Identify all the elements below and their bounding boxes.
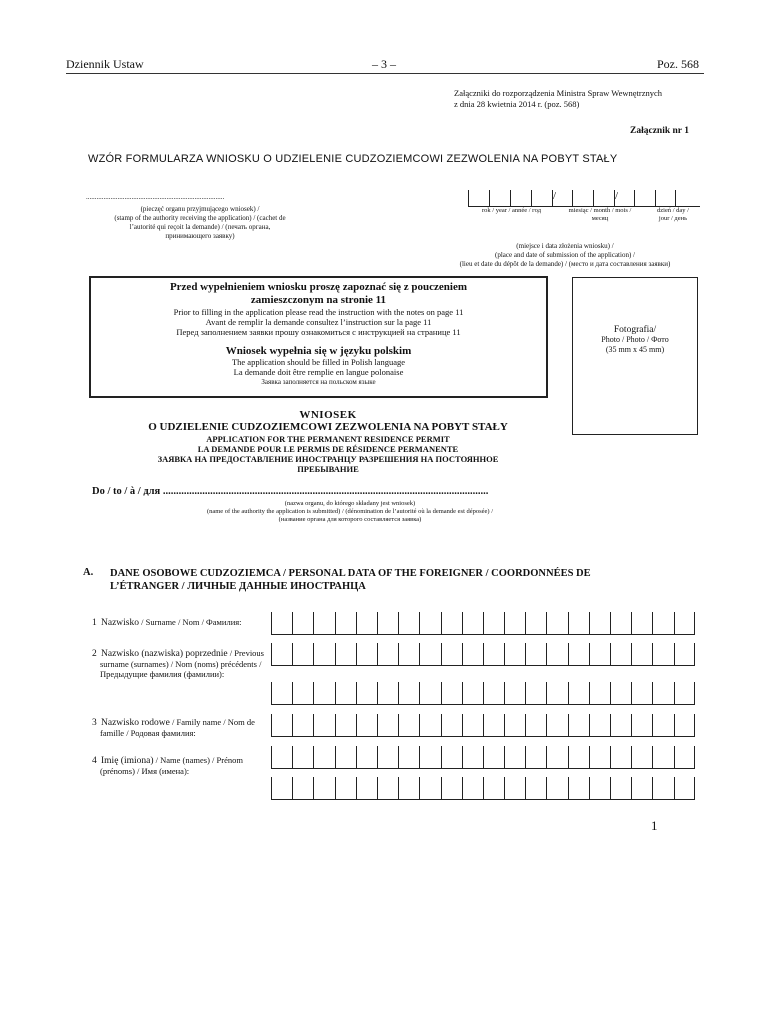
- field-2-pl: Nazwisko (nazwiska) poprzednie: [101, 649, 228, 659]
- character-cell[interactable]: [652, 682, 673, 704]
- year-digit-4[interactable]: [531, 190, 552, 206]
- character-cell[interactable]: [441, 714, 462, 736]
- character-cell[interactable]: [313, 746, 334, 768]
- character-cell[interactable]: [377, 612, 398, 634]
- character-cell[interactable]: [568, 612, 589, 634]
- character-cell[interactable]: [441, 746, 462, 768]
- addressee-line[interactable]: [92, 486, 488, 497]
- character-cell[interactable]: [313, 682, 334, 704]
- surname-input-row[interactable]: [271, 612, 695, 635]
- character-cell[interactable]: [483, 777, 504, 799]
- application-title-1: WNIOSEK: [299, 409, 357, 421]
- character-cell[interactable]: [674, 714, 695, 736]
- language-notice-en: The application should be filled in Polish language: [231, 357, 406, 367]
- character-cell[interactable]: [610, 714, 631, 736]
- character-cell[interactable]: [462, 682, 483, 704]
- character-cell[interactable]: [610, 777, 631, 799]
- character-cell[interactable]: [546, 777, 567, 799]
- character-cell[interactable]: [652, 746, 673, 768]
- character-cell[interactable]: [568, 746, 589, 768]
- photo-dimensions: (35 mm x 45 mm): [605, 345, 665, 354]
- stamp-label-4: принимающего заявку): [165, 232, 235, 240]
- character-cell[interactable]: [462, 777, 483, 799]
- character-cell[interactable]: [271, 746, 292, 768]
- field-2-rest-1: / Previous: [227, 648, 264, 658]
- field-4-rest-1: / Name (names) / Prénom: [153, 755, 243, 765]
- place-date-note: [420, 242, 710, 269]
- character-cell[interactable]: [504, 682, 525, 704]
- day-digit-1[interactable]: [634, 190, 655, 206]
- character-cell[interactable]: [356, 682, 377, 704]
- addressee-dots[interactable]: ............................................................................................................................: [162, 486, 489, 497]
- section-a-title-1: DANE OSOBOWE CUDZOZIEMCA / PERSONAL DATA OF THE FOREIGNER / COORDONNÉES DE: [110, 568, 591, 579]
- character-cell[interactable]: [462, 612, 483, 634]
- field-2-rest-2: surname (surnames) / Nom (noms) précédents /: [100, 659, 262, 669]
- character-cell[interactable]: [313, 777, 334, 799]
- character-cell[interactable]: [504, 777, 525, 799]
- annex-note-line2: z dnia 28 kwietnia 2014 r. (poz. 568): [454, 99, 580, 109]
- annex-number: Załącznik nr 1: [630, 126, 689, 136]
- language-notice-translations: [91, 357, 546, 387]
- stamp-area: [86, 193, 314, 241]
- header-divider: [66, 73, 704, 74]
- family-name-input-row[interactable]: [271, 714, 695, 737]
- character-cell[interactable]: [292, 777, 313, 799]
- date-separator-1: [552, 190, 572, 206]
- character-cell[interactable]: [504, 612, 525, 634]
- notice-en: Prior to filling in the application please read the instruction with the notes on page 11: [173, 307, 464, 317]
- field-1-pl: Nazwisko: [101, 618, 139, 628]
- character-cell[interactable]: [356, 643, 377, 665]
- field-previous-surname-label: [92, 648, 270, 679]
- character-cell[interactable]: [568, 643, 589, 665]
- journal-name: Dziennik Ustaw: [66, 57, 144, 71]
- character-cell[interactable]: [546, 682, 567, 704]
- character-cell[interactable]: [356, 612, 377, 634]
- character-cell[interactable]: [271, 612, 292, 634]
- character-cell[interactable]: [525, 643, 546, 665]
- day-label-1: dzień / day /: [657, 207, 689, 214]
- application-title: [118, 409, 538, 474]
- character-cell[interactable]: [271, 643, 292, 665]
- character-cell[interactable]: [377, 714, 398, 736]
- section-a-title-2: L’ÉTRANGER / ЛИЧНЫЕ ДАННЫЕ ИНОСТРАНЦА: [110, 581, 366, 592]
- character-cell[interactable]: [292, 612, 313, 634]
- character-cell[interactable]: [398, 714, 419, 736]
- previous-surname-input-row-2[interactable]: [271, 682, 695, 705]
- field-2-number: 2: [92, 649, 97, 659]
- section-a-letter: A.: [83, 567, 94, 578]
- character-cell[interactable]: [525, 612, 546, 634]
- notice-title-line1: Przed wypełnieniem wniosku proszę zapoznać się z pouczeniem: [169, 281, 468, 293]
- date-input-row[interactable]: [468, 190, 700, 207]
- character-cell[interactable]: [398, 746, 419, 768]
- year-digit-2[interactable]: [489, 190, 510, 206]
- character-cell[interactable]: [356, 714, 377, 736]
- character-cell[interactable]: [546, 643, 567, 665]
- section-a-title: [110, 567, 694, 593]
- page-number: 1: [651, 818, 658, 833]
- character-cell[interactable]: [610, 612, 631, 634]
- character-cell[interactable]: [483, 612, 504, 634]
- character-cell[interactable]: [652, 777, 673, 799]
- field-surname-label: [92, 617, 242, 628]
- character-cell[interactable]: [377, 643, 398, 665]
- character-cell[interactable]: [504, 746, 525, 768]
- place-date-line3: (lieu et date du dépôt de la demande) / (место и дата составления заявки): [459, 260, 671, 268]
- character-cell[interactable]: [631, 643, 652, 665]
- notice-title: [91, 281, 546, 307]
- form-title: WZÓR FORMULARZA WNIOSKU O UDZIELENIE CUDZOZIEMCOWI ZEZWOLENIA NA POBYT STAŁY: [88, 153, 618, 165]
- place-date-line2: (place and date of submission of the application) /: [495, 251, 635, 259]
- character-cell[interactable]: [441, 643, 462, 665]
- character-cell[interactable]: [610, 682, 631, 704]
- language-notice-fr: La demande doit être remplie en langue polonaise: [233, 367, 404, 377]
- character-cell[interactable]: [313, 643, 334, 665]
- field-3-number: 3: [92, 718, 97, 728]
- character-cell[interactable]: [419, 682, 440, 704]
- character-cell[interactable]: [292, 682, 313, 704]
- notice-ru: Перед заполнением заявки прошу ознакомиться с инструкцией на странице 11: [176, 327, 461, 337]
- page-indicator: – 3 –: [372, 57, 396, 71]
- character-cell[interactable]: [652, 714, 673, 736]
- day-label-2: jour / день: [658, 215, 688, 222]
- character-cell[interactable]: [568, 777, 589, 799]
- character-cell[interactable]: [674, 777, 695, 799]
- stamp-label-3: l’autorité qui reçoit la demande) / (печать органа,: [129, 223, 271, 231]
- field-1-rest: / Surname / Nom / Фамилия:: [139, 617, 242, 627]
- application-title-6: ПРЕБЫВАНИЕ: [297, 464, 359, 474]
- month-digit-2[interactable]: [593, 190, 614, 206]
- month-label-1: miesiąc / month / mois /: [568, 207, 632, 214]
- character-cell[interactable]: [631, 682, 652, 704]
- character-cell[interactable]: [271, 714, 292, 736]
- character-cell[interactable]: [271, 682, 292, 704]
- character-cell[interactable]: [356, 746, 377, 768]
- character-cell[interactable]: [398, 777, 419, 799]
- character-cell[interactable]: [504, 714, 525, 736]
- notice-box: [89, 276, 548, 398]
- character-cell[interactable]: [441, 612, 462, 634]
- character-cell[interactable]: [483, 746, 504, 768]
- character-cell[interactable]: [631, 746, 652, 768]
- year-digit-3[interactable]: [510, 190, 531, 206]
- year-digit-1[interactable]: [468, 190, 489, 206]
- stamp-dots: ...............................................................................: [86, 193, 225, 201]
- character-cell[interactable]: [525, 746, 546, 768]
- character-cell[interactable]: [674, 643, 695, 665]
- field-given-names-label: [92, 755, 270, 776]
- character-cell[interactable]: [356, 777, 377, 799]
- month-digit-1[interactable]: [572, 190, 593, 206]
- character-cell[interactable]: [589, 714, 610, 736]
- character-cell[interactable]: [610, 746, 631, 768]
- character-cell[interactable]: [377, 682, 398, 704]
- character-cell[interactable]: [419, 612, 440, 634]
- previous-surname-input-row-1[interactable]: [271, 643, 695, 666]
- notice-fr: Avant de remplir la demande consultez l’instruction sur la page 11: [205, 317, 432, 327]
- addressee-notes: [148, 500, 552, 524]
- given-names-input-row-2[interactable]: [271, 777, 695, 800]
- character-cell[interactable]: [292, 714, 313, 736]
- language-notice-ru: Заявка заполняется на польском языке: [261, 378, 376, 386]
- annex-note-line1: Załączniki do rozporządzenia Ministra Spraw Wewnętrznych: [454, 88, 663, 98]
- character-cell[interactable]: [292, 746, 313, 768]
- character-cell[interactable]: [462, 746, 483, 768]
- character-cell[interactable]: [335, 682, 356, 704]
- annex-note: [454, 88, 662, 110]
- field-4-number: 4: [92, 756, 97, 766]
- place-date-line1: (miejsce i data złożenia wniosku) /: [516, 242, 614, 250]
- application-title-3: APPLICATION FOR THE PERMANENT RESIDENCE PERMIT: [206, 434, 450, 444]
- application-title-5: ЗАЯВКА НА ПРЕДОСТАВЛЕНИЕ ИНОСТРАНЦУ РАЗРЕШЕНИЯ НА ПОСТОЯННОЕ: [157, 454, 499, 464]
- character-cell[interactable]: [462, 643, 483, 665]
- addressee-label: Do / to / à / для: [92, 486, 163, 497]
- field-4-rest-2: (prénoms) / Имя (имена):: [100, 766, 190, 776]
- character-cell[interactable]: [313, 714, 334, 736]
- character-cell[interactable]: [504, 643, 525, 665]
- year-label: rok / year / année / год: [482, 207, 542, 214]
- field-family-name-label: [92, 717, 270, 738]
- character-cell[interactable]: [335, 777, 356, 799]
- character-cell[interactable]: [589, 643, 610, 665]
- addressee-note-1: (nazwa organu, do którego składany jest wniosek): [284, 500, 416, 507]
- character-cell[interactable]: [419, 746, 440, 768]
- application-title-4: LA DEMANDE POUR LE PERMIS DE RÉSIDENCE PERMANENTE: [197, 444, 459, 454]
- date-slash-2: /: [615, 190, 619, 202]
- character-cell[interactable]: [377, 777, 398, 799]
- character-cell[interactable]: [589, 746, 610, 768]
- field-1-number: 1: [92, 618, 97, 628]
- character-cell[interactable]: [441, 777, 462, 799]
- position-number: Poz. 568: [657, 57, 699, 71]
- character-cell[interactable]: [546, 714, 567, 736]
- character-cell[interactable]: [674, 612, 695, 634]
- character-cell[interactable]: [483, 643, 504, 665]
- character-cell[interactable]: [483, 682, 504, 704]
- character-cell[interactable]: [419, 777, 440, 799]
- character-cell[interactable]: [589, 682, 610, 704]
- character-cell[interactable]: [674, 746, 695, 768]
- month-label: [562, 207, 638, 223]
- character-cell[interactable]: [419, 643, 440, 665]
- photo-label-2: Photo / Photo / Фото: [601, 335, 669, 344]
- character-cell[interactable]: [335, 714, 356, 736]
- character-cell[interactable]: [398, 682, 419, 704]
- field-3-rest-1: / Family name / Nom de: [169, 717, 255, 727]
- character-cell[interactable]: [525, 714, 546, 736]
- given-names-input-row-1[interactable]: [271, 746, 695, 769]
- character-cell[interactable]: [377, 746, 398, 768]
- character-cell[interactable]: [674, 682, 695, 704]
- character-cell[interactable]: [568, 714, 589, 736]
- field-3-rest-2: famille / Родовая фамилия:: [100, 728, 196, 738]
- photo-title: Fotografia/: [613, 325, 657, 335]
- character-cell[interactable]: [652, 612, 673, 634]
- character-cell[interactable]: [398, 612, 419, 634]
- day-label: [650, 207, 696, 223]
- stamp-label-2: (stamp of the authority receiving the application) / (cachet de: [114, 214, 286, 222]
- month-label-2: месяц: [591, 215, 609, 222]
- field-2-rest-3: Предыдущие фамилия (фамилии):: [100, 669, 225, 679]
- photo-box: [572, 277, 698, 435]
- stamp-label-1: (pieczęć organu przyjmującego wniosek) /: [140, 205, 260, 213]
- character-cell[interactable]: [631, 777, 652, 799]
- character-cell[interactable]: [525, 682, 546, 704]
- character-cell[interactable]: [335, 612, 356, 634]
- day-digit-2[interactable]: [655, 190, 676, 206]
- date-slash-1: /: [553, 190, 557, 202]
- character-cell[interactable]: [610, 643, 631, 665]
- character-cell[interactable]: [525, 777, 546, 799]
- notice-translations: [91, 307, 546, 337]
- date-separator-2: [614, 190, 634, 206]
- character-cell[interactable]: [631, 714, 652, 736]
- character-cell[interactable]: [462, 714, 483, 736]
- character-cell[interactable]: [313, 612, 334, 634]
- character-cell[interactable]: [568, 682, 589, 704]
- character-cell[interactable]: [335, 746, 356, 768]
- character-cell[interactable]: [271, 777, 292, 799]
- addressee-note-3: (название органа для которого составляется заявка): [278, 516, 422, 523]
- character-cell[interactable]: [335, 643, 356, 665]
- character-cell[interactable]: [419, 714, 440, 736]
- notice-title-line2: zamieszczonym na stronie 11: [250, 294, 387, 306]
- character-cell[interactable]: [652, 643, 673, 665]
- character-cell[interactable]: [631, 612, 652, 634]
- application-title-2: O UDZIELENIE CUDZOZIEMCOWI ZEZWOLENIA NA POBYT STAŁY: [148, 421, 508, 433]
- character-cell[interactable]: [483, 714, 504, 736]
- field-3-pl: Nazwisko rodowe: [101, 718, 170, 728]
- character-cell[interactable]: [546, 612, 567, 634]
- character-cell[interactable]: [292, 643, 313, 665]
- language-notice-title: Wniosek wypełnia się w języku polskim: [225, 345, 412, 357]
- character-cell[interactable]: [546, 746, 567, 768]
- character-cell[interactable]: [441, 682, 462, 704]
- field-4-pl: Imię (imiona): [101, 756, 154, 766]
- character-cell[interactable]: [589, 777, 610, 799]
- addressee-note-2: (name of the authority the application is submitted) / (dénomination de l’autorité où la demande est déposée) /: [206, 508, 494, 515]
- character-cell[interactable]: [589, 612, 610, 634]
- character-cell[interactable]: [398, 643, 419, 665]
